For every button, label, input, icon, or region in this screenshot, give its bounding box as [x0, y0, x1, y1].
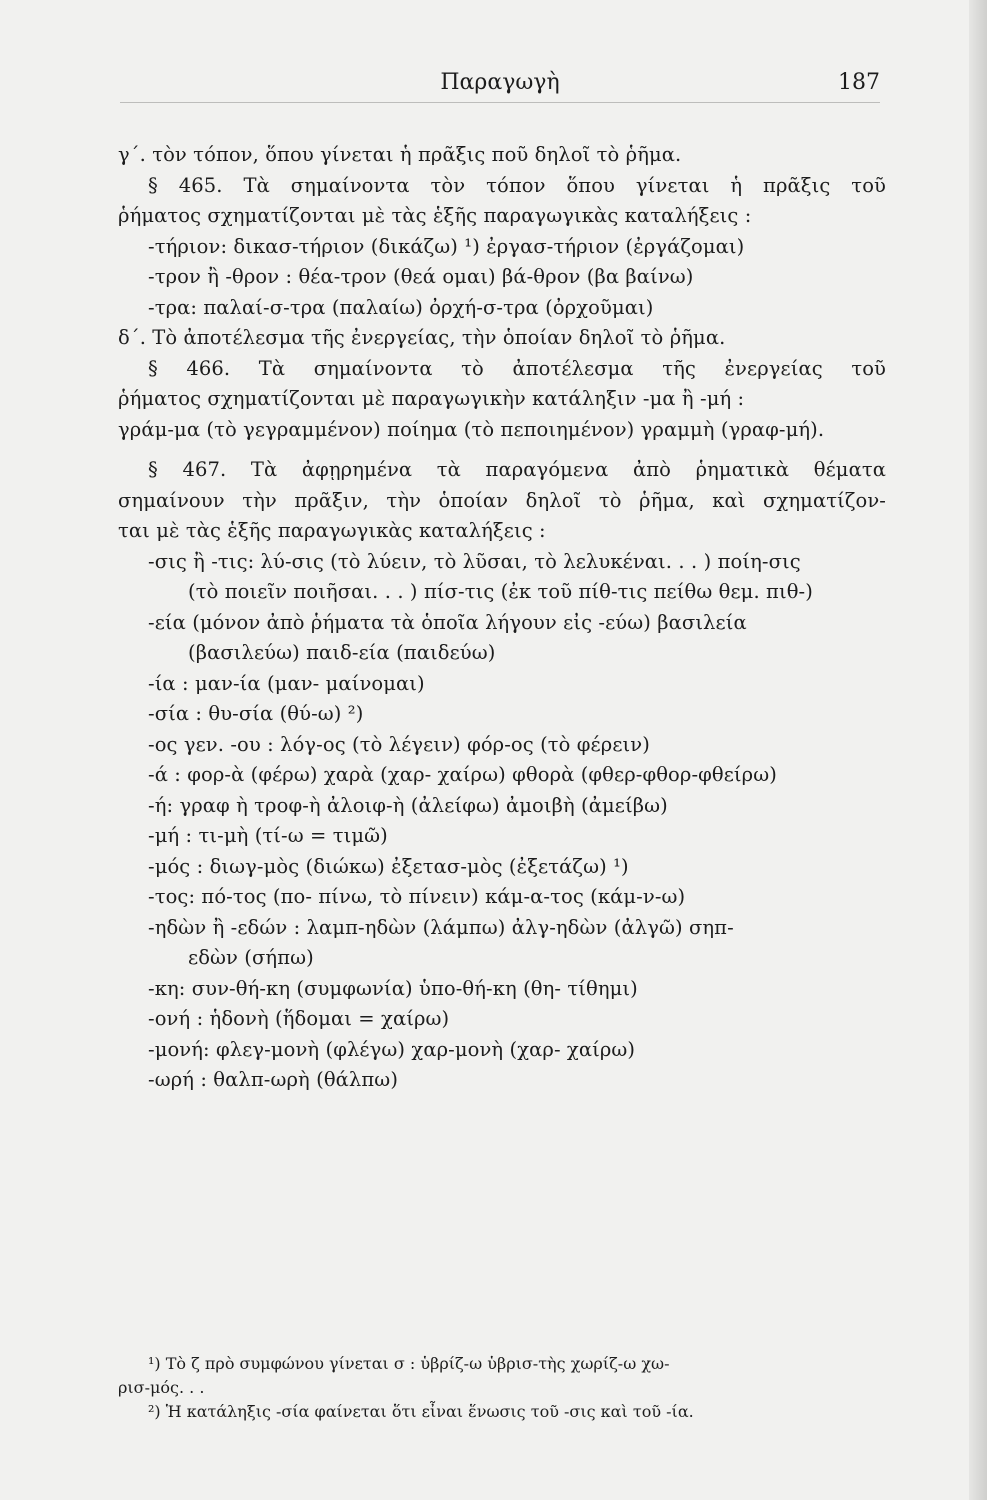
page-number: 187 — [838, 70, 880, 95]
text-line: § 467. Τὰ ἀφῃρημένα τὰ παραγόμενα ἀπὸ ῥηματικὰ θέματα — [148, 458, 886, 481]
page-header — [120, 70, 880, 110]
text-line: εδὼν (σήπω) — [188, 946, 314, 969]
footnote-line: ²) Ἡ κατάληξις -σία φαίνεται ὅτι εἶναι ἕνωσις τοῦ -σις καὶ τοῦ -ία. — [148, 1402, 694, 1421]
text-line: -ηδὼν ἢ -εδών : λαμπ-ηδὼν (λάμπω) ἀλγ-ηδὼν (ἀλγῶ) σηπ- — [148, 915, 734, 939]
footnote-line: ¹) Τὸ ζ πρὸ συμφώνου γίνεται σ : ὑβρίζ-ω ὑβρισ-τὴς χωρίζ-ω χω- — [148, 1354, 670, 1373]
text-line: γ΄. τὸν τόπον, ὅπου γίνεται ἡ πρᾶξις ποῦ δηλοῖ τὸ ῥῆμα. — [118, 143, 682, 166]
text-line: γράμ-μα (τὸ γεγραμμένον) ποίημα (τὸ πεποιημένον) γραμμὴ (γραφ-μή). — [118, 417, 825, 441]
text-line: -ος γεν. -ου : λόγ-ος (τὸ λέγειν) φόρ-ος (τὸ φέρειν) — [148, 732, 650, 756]
header-rule — [120, 102, 880, 103]
footnotes — [118, 1352, 886, 1424]
text-line: -μή : τι-μὴ (τί-ω = τιμῶ) — [148, 824, 388, 847]
text-line: -σία : θυ-σία (θύ-ω) ²) — [148, 702, 364, 725]
text-line: -τρα: παλαί-σ-τρα (παλαίω) ὀρχή-σ-τρα (ὀρχοῦμαι) — [148, 295, 654, 319]
body-text — [118, 140, 886, 1096]
text-line: σημαίνουν τὴν πρᾶξιν, τὴν ὁποίαν δηλοῖ τὸ ῥῆμα, καὶ σχηματίζον- — [118, 488, 886, 512]
text-line: § 465. Τὰ σημαίνοντα τὸν τόπον ὅπου γίνεται ἡ πρᾶξις τοῦ — [148, 173, 886, 197]
footnote-line: ρισ-μός. . . — [118, 1378, 205, 1397]
text-line: (βασιλεύω) παιδ-εία (παιδεύω) — [188, 641, 496, 664]
running-title: Παραγωγὴ — [440, 70, 560, 95]
text-line: ται μὲ τὰς ἑξῆς παραγωγικὰς καταλήξεις : — [118, 519, 546, 542]
text-line: -τος: πό-τος (πο- πίνω, τὸ πίνειν) κάμ-α-τος (κάμ-ν-ω) — [148, 885, 686, 908]
text-line: -ή: γραφ ὴ τροφ-ὴ ἀλοιφ-ὴ (ἀλείφω) ἀμοιβὴ (ἀμείβω) — [148, 793, 668, 817]
text-line: (τὸ ποιεῖν ποιῆσαι. . . ) πίσ-τις (ἐκ τοῦ πίθ-τις πείθω θεμ. πιθ-) — [188, 580, 813, 603]
scan-edge — [969, 0, 987, 1500]
text-line: -ά : φορ-ὰ (φέρω) χαρὰ (χαρ- χαίρω) φθορὰ (φθερ-φθορ-φθείρω) — [148, 763, 777, 786]
text-line: -μός : διωγ-μὸς (διώκω) ἐξετασ-μὸς (ἐξετάζω) ¹) — [148, 854, 629, 878]
text-line: -σις ἢ -τις: λύ-σις (τὸ λύειν, τὸ λῦσαι, τὸ λελυκέναι. . . ) ποίη-σις — [148, 549, 801, 573]
text-line: -ωρή : θαλπ-ωρὴ (θάλπω) — [148, 1068, 399, 1091]
text-line: -ονή : ἡδονὴ (ἥδομαι = χαίρω) — [148, 1007, 450, 1030]
text-line: δ΄. Τὸ ἀποτέλεσμα τῆς ἐνεργείας, τὴν ὁποίαν δηλοῖ τὸ ῥῆμα. — [118, 326, 726, 349]
text-line: -τρον ἢ -θρον : θέα-τρον (θεά ομαι) βά-θρον (βα βαίνω) — [148, 265, 694, 288]
text-line: -εία (μόνον ἀπὸ ῥήματα τὰ ὁποῖα λήγουν εἰς -εύω) βασιλεία — [148, 610, 747, 634]
text-line: -ία : μαν-ία (μαν- μαίνομαι) — [148, 671, 425, 695]
text-line: -τήριον: δικασ-τήριον (δικάζω) ¹) ἐργασ-τήριον (ἐργάζομαι) — [148, 234, 745, 258]
text-line: -μονή: φλεγ-μονὴ (φλέγω) χαρ-μονὴ (χαρ- χαίρω) — [148, 1037, 636, 1061]
text-line: § 466. Τὰ σημαίνοντα τὸ ἀποτέλεσμα τῆς ἐνεργείας τοῦ — [148, 356, 886, 380]
text-line: ῥήματος σχηματίζονται μὲ τὰς ἑξῆς παραγωγικὰς καταλήξεις : — [118, 204, 752, 227]
text-line: -κη: συν-θή-κη (συμφωνία) ὑπο-θή-κη (θη- τίθημι) — [148, 976, 638, 1000]
paragraph-gap — [118, 445, 886, 455]
text-line: ῥήματος σχηματίζονται μὲ παραγωγικὴν κατάληξιν -μα ἢ -μή : — [118, 387, 745, 410]
